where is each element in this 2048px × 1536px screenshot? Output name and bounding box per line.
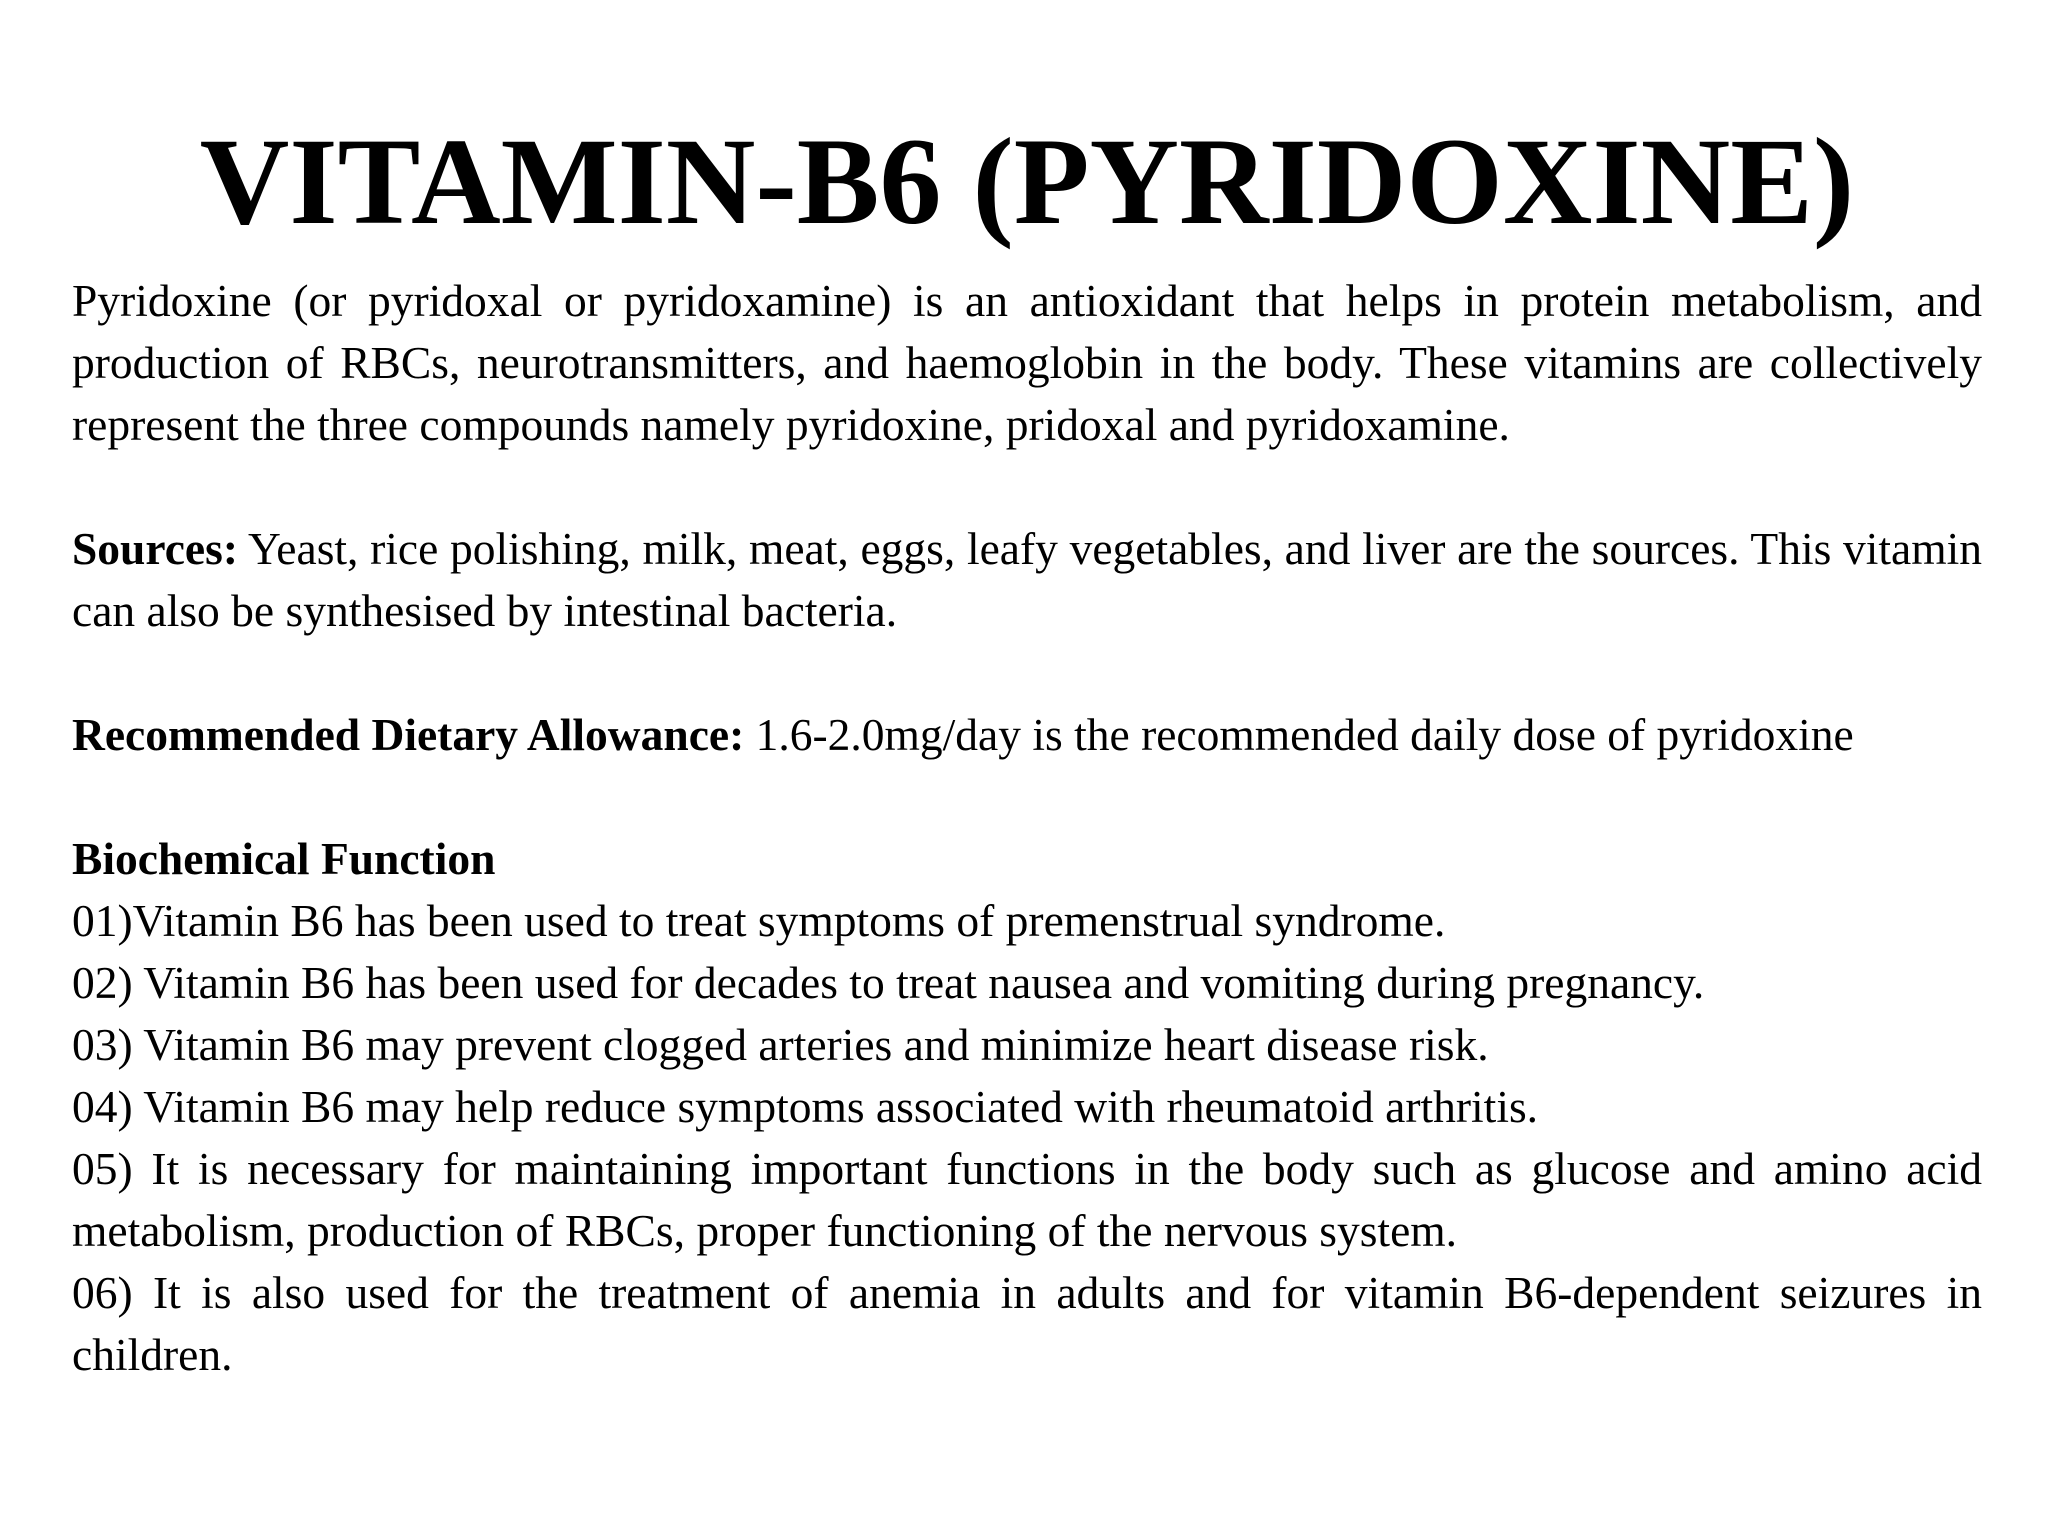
sources-paragraph (72, 518, 1982, 642)
list-item: 05) It is necessary for maintaining important functions in the body such as glucose and amino acid metabolism, production of RBCs, proper functioning of the nervous system. (72, 1143, 1982, 1256)
document-page (72, 0, 1982, 1536)
list-item: 03) Vitamin B6 may prevent clogged arteries and minimize heart disease risk. (72, 1019, 1489, 1070)
biochemical-function-heading: Biochemical Function (72, 833, 496, 884)
rda-label: Recommended Dietary Allowance: (72, 709, 745, 760)
sources-text: Yeast, rice polishing, milk, meat, eggs, leafy vegetables, and liver are the sources. This vitamin can also be synthesised by intestinal bacteria. (72, 523, 1982, 636)
document-body (72, 270, 1982, 1386)
biochemical-function-list (72, 890, 1982, 1386)
sources-label: Sources: (72, 523, 238, 574)
list-item: 04) Vitamin B6 may help reduce symptoms associated with rheumatoid arthritis. (72, 1081, 1539, 1132)
list-item: 06) It is also used for the treatment of anemia in adults and for vitamin B6-dependent seizures in children. (72, 1267, 1982, 1380)
rda-paragraph (72, 704, 1982, 766)
rda-text: 1.6-2.0mg/day is the recommended daily dose of pyridoxine (744, 709, 1854, 760)
list-item: 02) Vitamin B6 has been used for decades to treat nausea and vomiting during pregnancy. (72, 957, 1705, 1008)
intro-paragraph: Pyridoxine (or pyridoxal or pyridoxamine) is an antioxidant that helps in protein metabolism, and production of RBCs, neurotransmitters, and haemoglobin in the body. These vitamins are collectively represent the three compounds namely pyridoxine, pridoxal and pyridoxamine. (72, 275, 1982, 450)
list-item: 01)Vitamin B6 has been used to treat symptoms of premenstrual syndrome. (72, 895, 1446, 946)
page-title: VITAMIN-B6 (PYRIDOXINE) (199, 113, 1855, 250)
biochemical-function-section (72, 828, 1982, 1386)
